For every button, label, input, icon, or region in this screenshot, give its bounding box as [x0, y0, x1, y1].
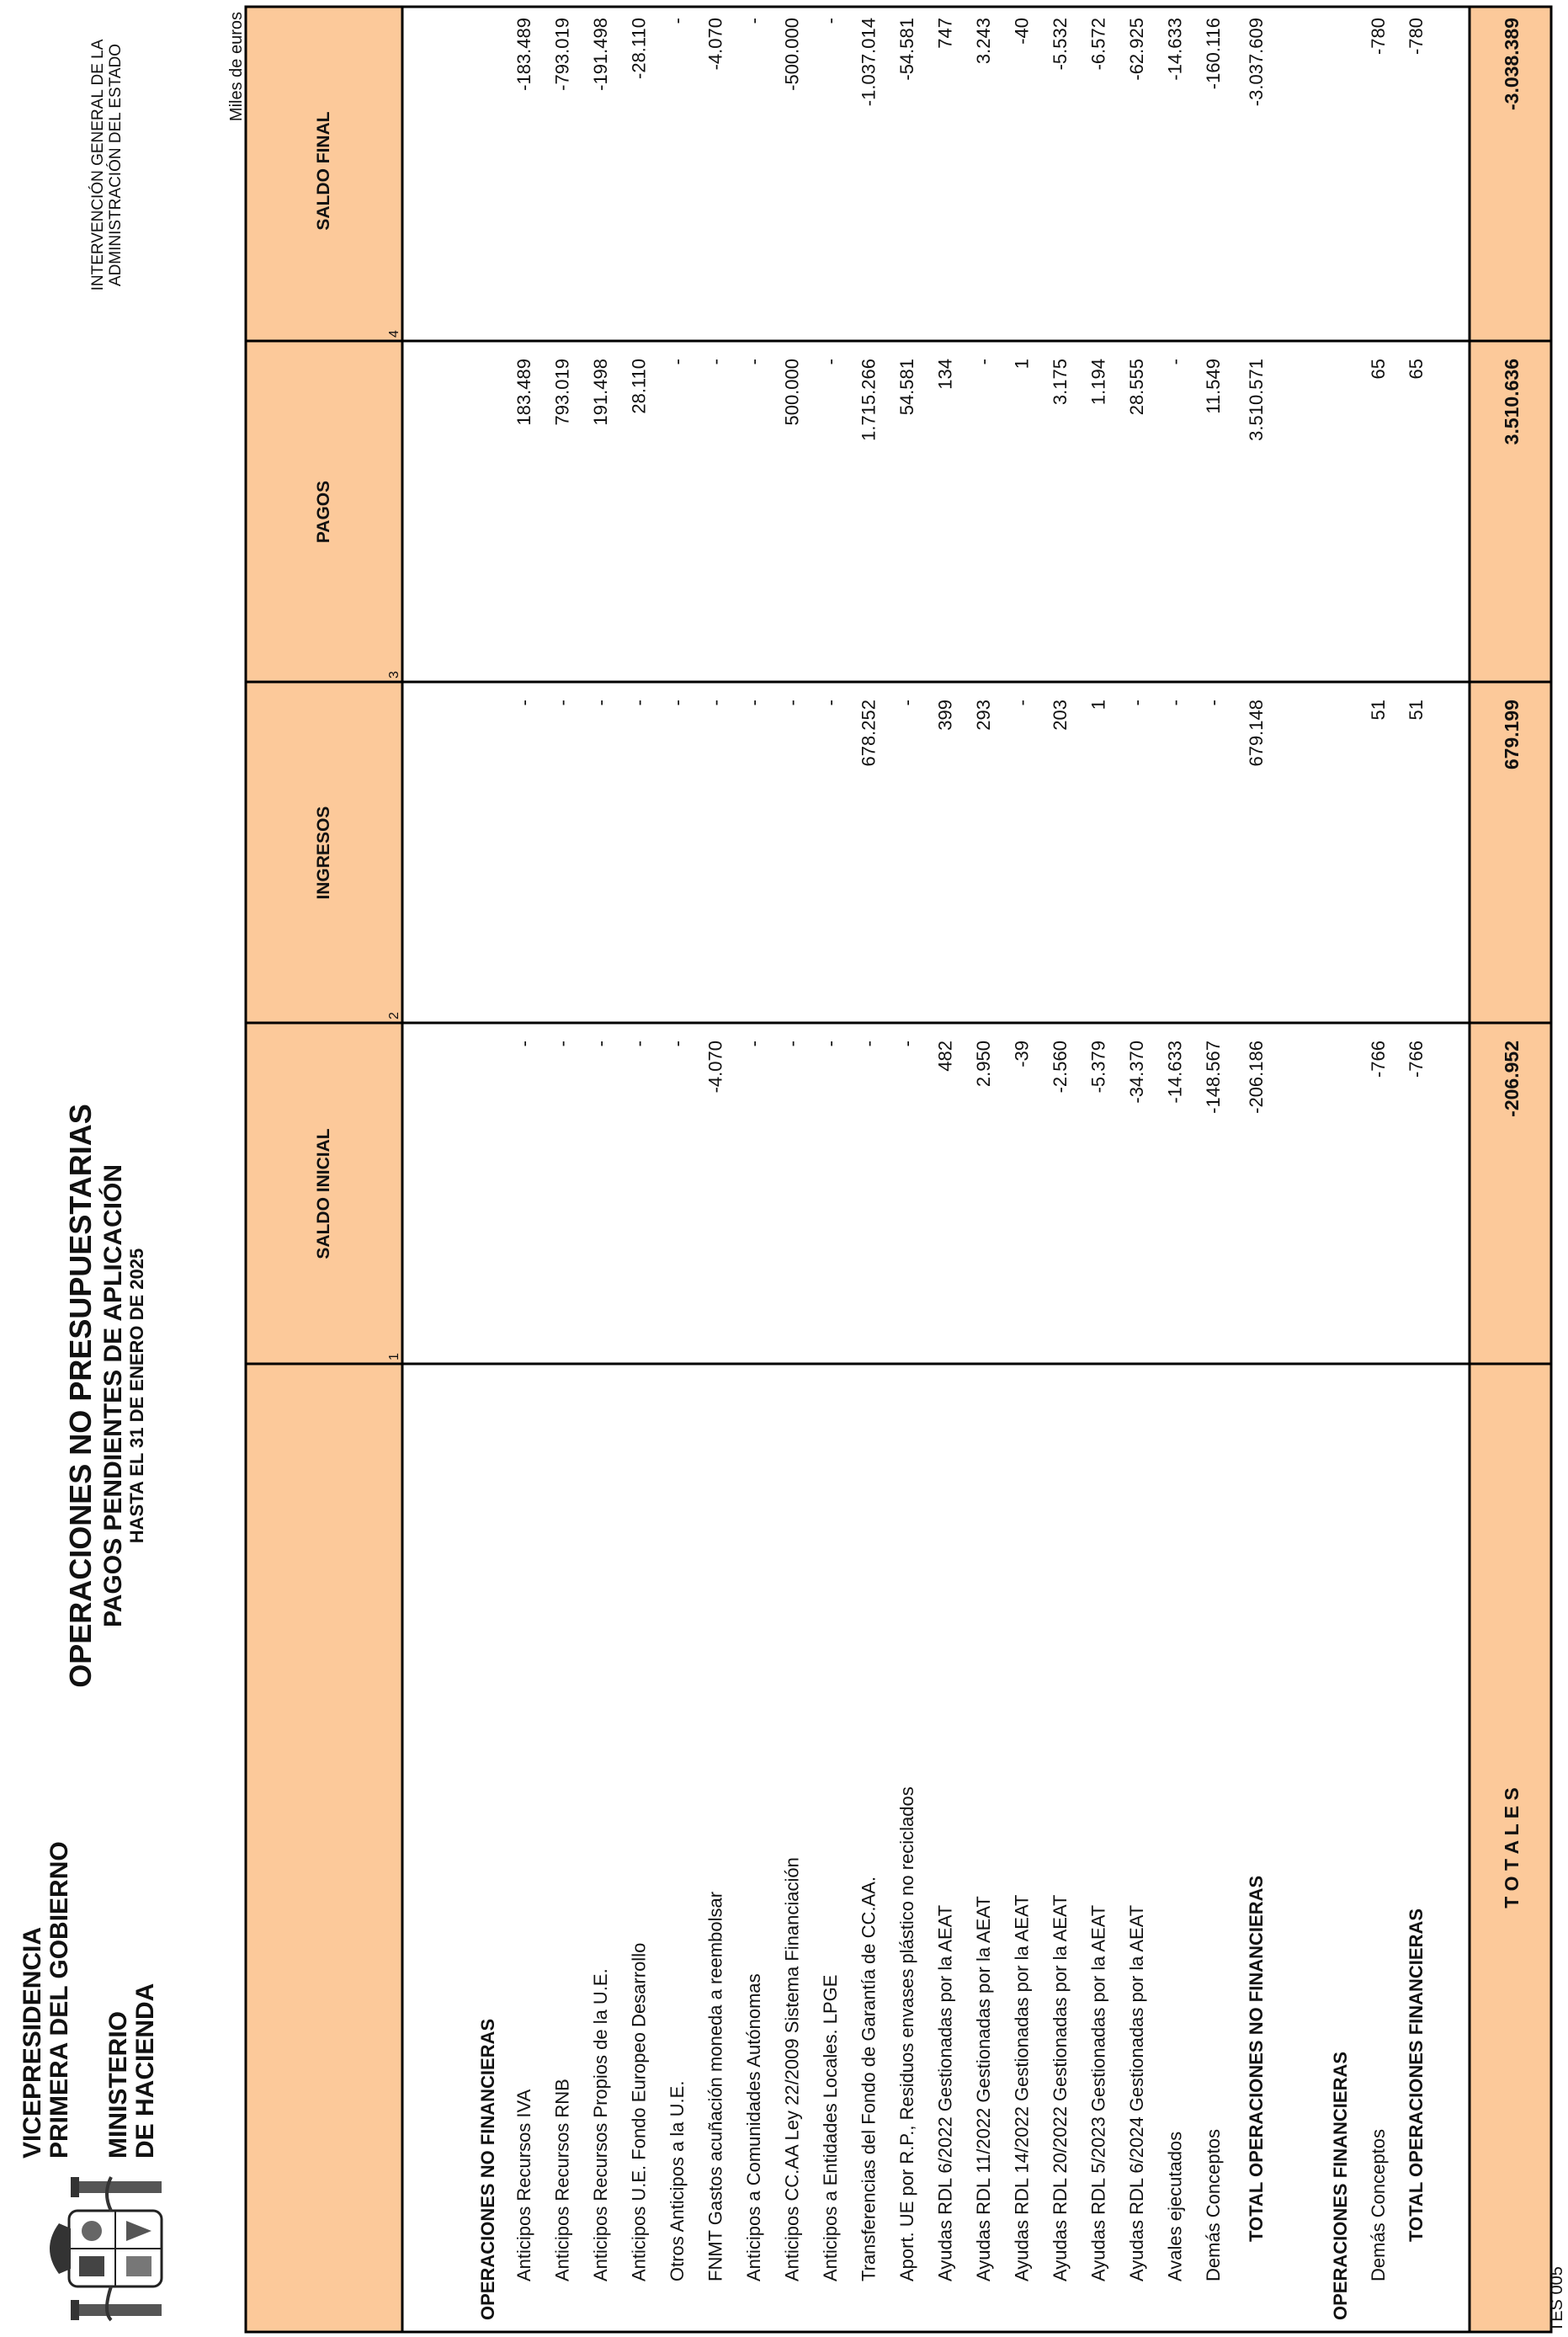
cell-saldo-inicial: -766 [1406, 1041, 1427, 1078]
row-label: Demás Conceptos [1368, 2129, 1389, 2281]
cell-saldo-inicial: - [743, 1041, 764, 1047]
cell-pagos: 28.555 [1126, 359, 1147, 416]
cell-saldo-final: -40 [1011, 18, 1033, 45]
cell-ingresos: - [1126, 700, 1147, 706]
table-row [1088, 18, 1109, 2281]
cell-saldo-inicial: -206.952 [1501, 1041, 1523, 1117]
intervencion-line1: INTERVENCIÓN GENERAL DE LA [89, 39, 107, 291]
cell-ingresos: - [551, 700, 573, 706]
cell-pagos: 1 [1011, 359, 1033, 370]
cell-saldo-inicial: -148.567 [1203, 1041, 1224, 1114]
cell-ingresos: - [704, 700, 726, 706]
cell-ingresos: - [513, 700, 534, 706]
cell-saldo-final: -780 [1406, 18, 1427, 56]
cell-ingresos: 678.252 [858, 700, 880, 767]
cell-pagos: - [1164, 359, 1186, 365]
col-number-2: 2 [387, 1012, 401, 1019]
cell-saldo-final: -3.038.389 [1501, 18, 1523, 110]
col-header-pagos: PAGOS [314, 480, 333, 544]
cell-ingresos: - [667, 700, 688, 706]
row-label: TOTAL OPERACIONES NO FINANCIERAS [1246, 1875, 1267, 2242]
title-line1: OPERACIONES NO PRESUPUESTARIAS [63, 1104, 98, 1688]
section-heading-no-financieras: OPERACIONES NO FINANCIERAS [477, 2018, 498, 2320]
ministry-line1: MINISTERIO [104, 2010, 132, 2159]
table-row [973, 18, 994, 2281]
row-label: TOTAL OPERACIONES FINANCIERAS [1406, 1908, 1427, 2242]
cell-saldo-final: -6.572 [1087, 18, 1109, 71]
cell-pagos: 65 [1368, 359, 1389, 380]
total-no-financieras-row [1246, 18, 1267, 2242]
totales-label: T O T A L E S [1501, 1787, 1523, 1908]
row-label: Ayudas RDL 5/2023 Gestionadas por la AEAT [1087, 1904, 1109, 2281]
table-row [935, 18, 956, 2281]
row-label: Otros Anticipos a la U.E. [667, 2080, 688, 2281]
cell-ingresos: 679.148 [1246, 700, 1267, 767]
table-row [629, 18, 650, 2281]
row-label: Transferencias del Fondo de Garantía de CC.AA. [858, 1877, 880, 2281]
data-table [246, 7, 1551, 2332]
row-label: Ayudas RDL 20/2022 Gestionadas por la AEAT [1050, 1894, 1071, 2281]
cell-ingresos: - [896, 700, 917, 706]
cell-pagos: 1.194 [1087, 359, 1109, 406]
cell-saldo-final: -28.110 [628, 18, 650, 79]
col-header-ingresos: INGRESOS [314, 806, 333, 900]
cell-ingresos: 399 [934, 700, 956, 731]
cell-saldo-final: -5.532 [1050, 18, 1071, 71]
cell-saldo-inicial: - [820, 1041, 841, 1047]
table-row [858, 18, 880, 2281]
cell-saldo-inicial: -39 [1011, 1041, 1033, 1067]
cell-ingresos: - [1164, 700, 1186, 706]
cell-saldo-inicial: - [896, 1041, 917, 1047]
col-header-saldo-inicial: SALDO INICIAL [314, 1128, 333, 1259]
cell-pagos: 65 [1406, 359, 1427, 380]
cell-pagos: 28.110 [628, 359, 650, 414]
coat-of-arms-logo [50, 2177, 162, 2320]
cell-ingresos: - [628, 700, 650, 706]
cell-saldo-final: -793.019 [551, 18, 573, 91]
totals-band [1470, 7, 1551, 2332]
cell-pagos: 54.581 [896, 359, 917, 416]
document-code: TES 005 [1548, 2266, 1566, 2332]
cell-pagos: 500.000 [781, 359, 803, 426]
cell-saldo-final: 747 [934, 18, 956, 49]
table-row [705, 18, 726, 2281]
row-label: Aport. UE por R.P., Residuos envases plástico no reciclados [896, 1786, 917, 2281]
table-row [743, 18, 764, 2281]
cell-saldo-inicial: -4.070 [704, 1041, 726, 1094]
row-label: Anticipos U.E. Fondo Europeo Desarrollo [628, 1942, 650, 2281]
cell-ingresos: 679.199 [1501, 700, 1523, 770]
row-label: Anticipos Recursos Propios de la U.E. [590, 1968, 611, 2281]
table-row [1165, 18, 1186, 2281]
cell-saldo-final: -4.070 [704, 18, 726, 71]
title-subtitle: HASTA EL 31 DE ENERO DE 2025 [126, 1248, 147, 1544]
cell-ingresos: - [1203, 700, 1224, 706]
total-financieras-row [1406, 18, 1427, 2242]
table-row [552, 18, 573, 2281]
cell-saldo-inicial: - [513, 1041, 534, 1047]
cell-saldo-inicial: - [781, 1041, 803, 1047]
col-number-4: 4 [387, 330, 401, 338]
row-label: FNMT Gastos acuñación moneda a reembolsar [704, 1891, 726, 2281]
table-row [590, 18, 611, 2281]
cell-ingresos: - [781, 700, 803, 706]
units-label: Miles de euros [227, 12, 246, 122]
table-row [782, 18, 803, 2281]
row-label: Anticipos a Entidades Locales. LPGE [820, 1974, 841, 2281]
cell-saldo-inicial: - [590, 1041, 611, 1047]
intervencion-line2: ADMINISTRACIÓN DEL ESTADO [107, 43, 125, 287]
table-row [1203, 18, 1224, 2281]
cell-ingresos: 51 [1406, 700, 1427, 721]
cell-pagos: - [667, 359, 688, 365]
cell-saldo-final: -54.581 [896, 18, 917, 81]
cell-saldo-final: -160.116 [1203, 18, 1224, 90]
cell-saldo-final: - [667, 18, 688, 24]
cell-pagos: 3.510.571 [1246, 359, 1267, 441]
cell-saldo-final: -780 [1368, 18, 1389, 56]
table-row [896, 18, 917, 2281]
table-row [820, 18, 841, 2281]
cell-pagos: 191.498 [590, 359, 611, 426]
cell-ingresos: - [743, 700, 764, 706]
cell-pagos: - [820, 359, 841, 365]
cell-saldo-final: -14.633 [1164, 18, 1186, 81]
row-label: Ayudas RDL 6/2022 Gestionadas por la AEAT [934, 1904, 956, 2281]
row-label: Demás Conceptos [1203, 2129, 1224, 2281]
row-label: Anticipos Recursos RNB [551, 2079, 573, 2281]
ministry-line2: DE HACIENDA [131, 1983, 159, 2159]
cell-saldo-inicial: 2.950 [973, 1041, 994, 1088]
cell-saldo-inicial: -2.560 [1050, 1041, 1071, 1094]
cell-saldo-inicial: - [628, 1041, 650, 1047]
cell-pagos: - [743, 359, 764, 365]
cell-saldo-inicial: - [551, 1041, 573, 1047]
cell-saldo-inicial: - [667, 1041, 688, 1047]
rotated-page [19, 7, 1566, 2332]
table-row [1126, 18, 1147, 2281]
cell-saldo-final: -500.000 [781, 18, 803, 91]
row-label: Ayudas RDL 6/2024 Gestionadas por la AEAT [1126, 1904, 1147, 2281]
table-row [1368, 18, 1389, 2281]
row-label: Avales ejecutados [1164, 2131, 1186, 2281]
cell-pagos: 3.175 [1050, 359, 1071, 406]
org-line1: VICEPRESIDENCIA [19, 1926, 46, 2159]
cell-saldo-inicial: -34.370 [1126, 1041, 1147, 1104]
org-line2: PRIMERA DEL GOBIERNO [45, 1841, 73, 2159]
table-row [1050, 18, 1071, 2281]
cell-saldo-inicial: -14.633 [1164, 1041, 1186, 1104]
cell-saldo-final: -62.925 [1126, 18, 1147, 81]
row-label: Anticipos CC.AA Ley 22/2009 Sistema Financiación [781, 1857, 803, 2281]
cell-saldo-final: -3.037.609 [1246, 18, 1267, 107]
cell-pagos: 11.549 [1203, 359, 1224, 414]
cell-ingresos: - [1011, 700, 1033, 706]
cell-pagos: 793.019 [551, 359, 573, 426]
cell-pagos: - [704, 359, 726, 365]
cell-pagos: - [973, 359, 994, 365]
table-row [1012, 18, 1033, 2281]
cell-saldo-inicial: 482 [934, 1041, 956, 1072]
cell-pagos: 1.715.266 [858, 359, 880, 441]
cell-ingresos: 293 [973, 700, 994, 731]
cell-ingresos: 1 [1087, 700, 1109, 711]
cell-ingresos: 51 [1368, 700, 1389, 721]
cell-saldo-final: -191.498 [590, 18, 611, 91]
cell-saldo-inicial: - [858, 1041, 880, 1047]
row-label: Anticipos a Comunidades Autónomas [743, 1973, 764, 2281]
title-line2: PAGOS PENDIENTES DE APLICACIÓN [99, 1163, 127, 1628]
cell-saldo-final: 3.243 [973, 18, 994, 65]
rows-no-financieras [513, 18, 1224, 2281]
cell-saldo-inicial: -5.379 [1087, 1041, 1109, 1094]
cell-saldo-inicial: -766 [1368, 1041, 1389, 1078]
section-heading-financieras: OPERACIONES FINANCIERAS [1330, 2051, 1351, 2320]
cell-saldo-final: - [743, 18, 764, 24]
col-number-1: 1 [387, 1353, 401, 1360]
col-header-saldo-final: SALDO FINAL [314, 111, 333, 231]
cell-pagos: 3.510.636 [1501, 359, 1523, 445]
cell-saldo-inicial: -206.186 [1246, 1041, 1267, 1114]
table-row [513, 18, 534, 2281]
table-row [667, 18, 688, 2281]
rows-financieras [1368, 18, 1389, 2281]
cell-saldo-final: -183.489 [513, 18, 534, 91]
cell-pagos: 183.489 [513, 359, 534, 426]
cell-saldo-final: - [820, 18, 841, 24]
row-label: Ayudas RDL 14/2022 Gestionadas por la AEAT [1011, 1894, 1033, 2281]
cell-ingresos: - [590, 700, 611, 706]
row-label: Ayudas RDL 11/2022 Gestionadas por la AEAT [973, 1896, 994, 2281]
cell-ingresos: - [820, 700, 841, 706]
row-label: Anticipos Recursos IVA [513, 2089, 534, 2281]
cell-pagos: 134 [934, 359, 956, 390]
col-number-3: 3 [387, 671, 401, 679]
cell-saldo-final: -1.037.014 [858, 18, 880, 107]
cell-ingresos: 203 [1050, 700, 1071, 731]
